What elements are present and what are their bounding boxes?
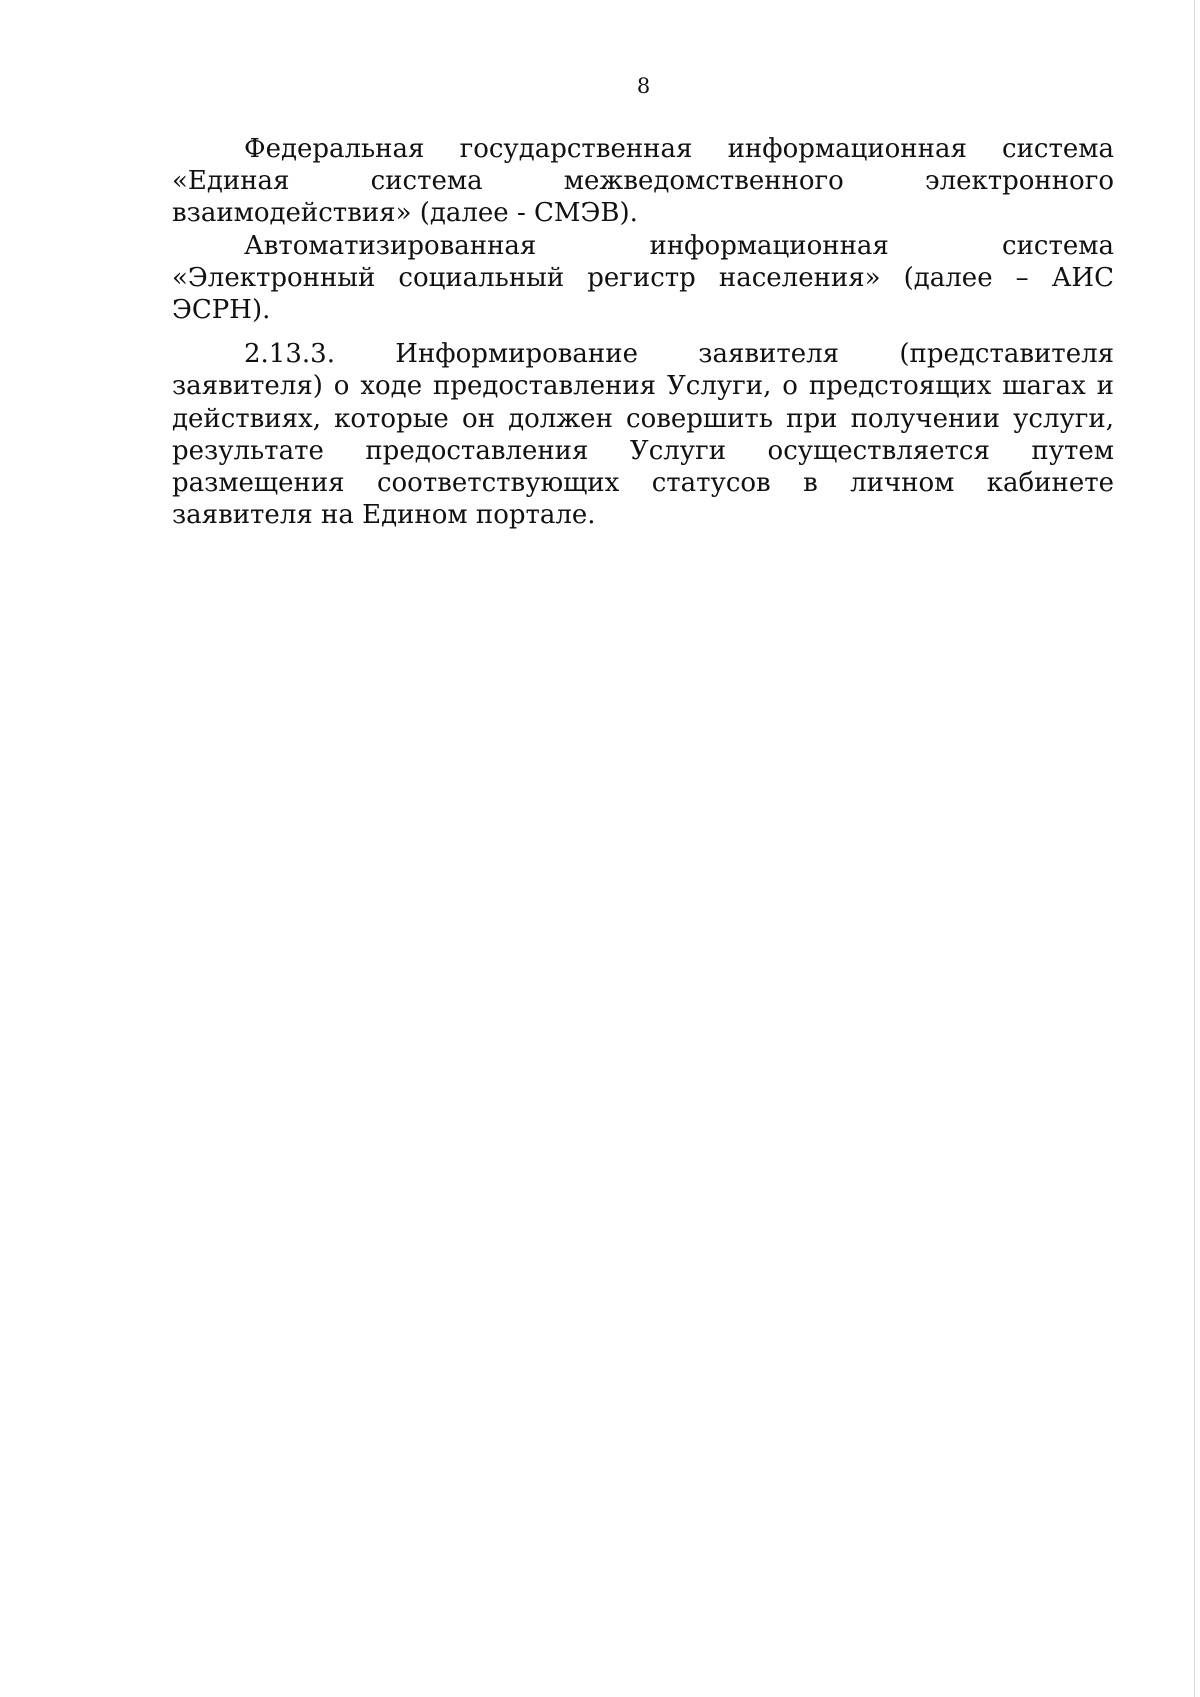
document-body: [172, 133, 1114, 531]
page-number: 8: [636, 74, 651, 98]
paragraph-ais-esrn: Автоматизированная информационная система «Электронный социальный регистр населения» (далее – АИС ЭСРН).: [172, 230, 1114, 326]
page-edge-line: [1194, 0, 1195, 1697]
paragraph-smev: Федеральная государственная информационная система «Единая система межведомственного электронного взаимодействия» (далее - СМЭВ).: [172, 134, 1114, 229]
paragraph-2-13-3: 2.13.3. Информирование заявителя (представителя заявителя) о ходе предоставления Услуги, о предстоящих шагах и действиях, которые он должен совершить при получении услуги, результате предоставления Услуги осуществляется путем размещения соответствующих статусов в личном кабинете заявителя на Едином портале.: [172, 339, 1114, 531]
